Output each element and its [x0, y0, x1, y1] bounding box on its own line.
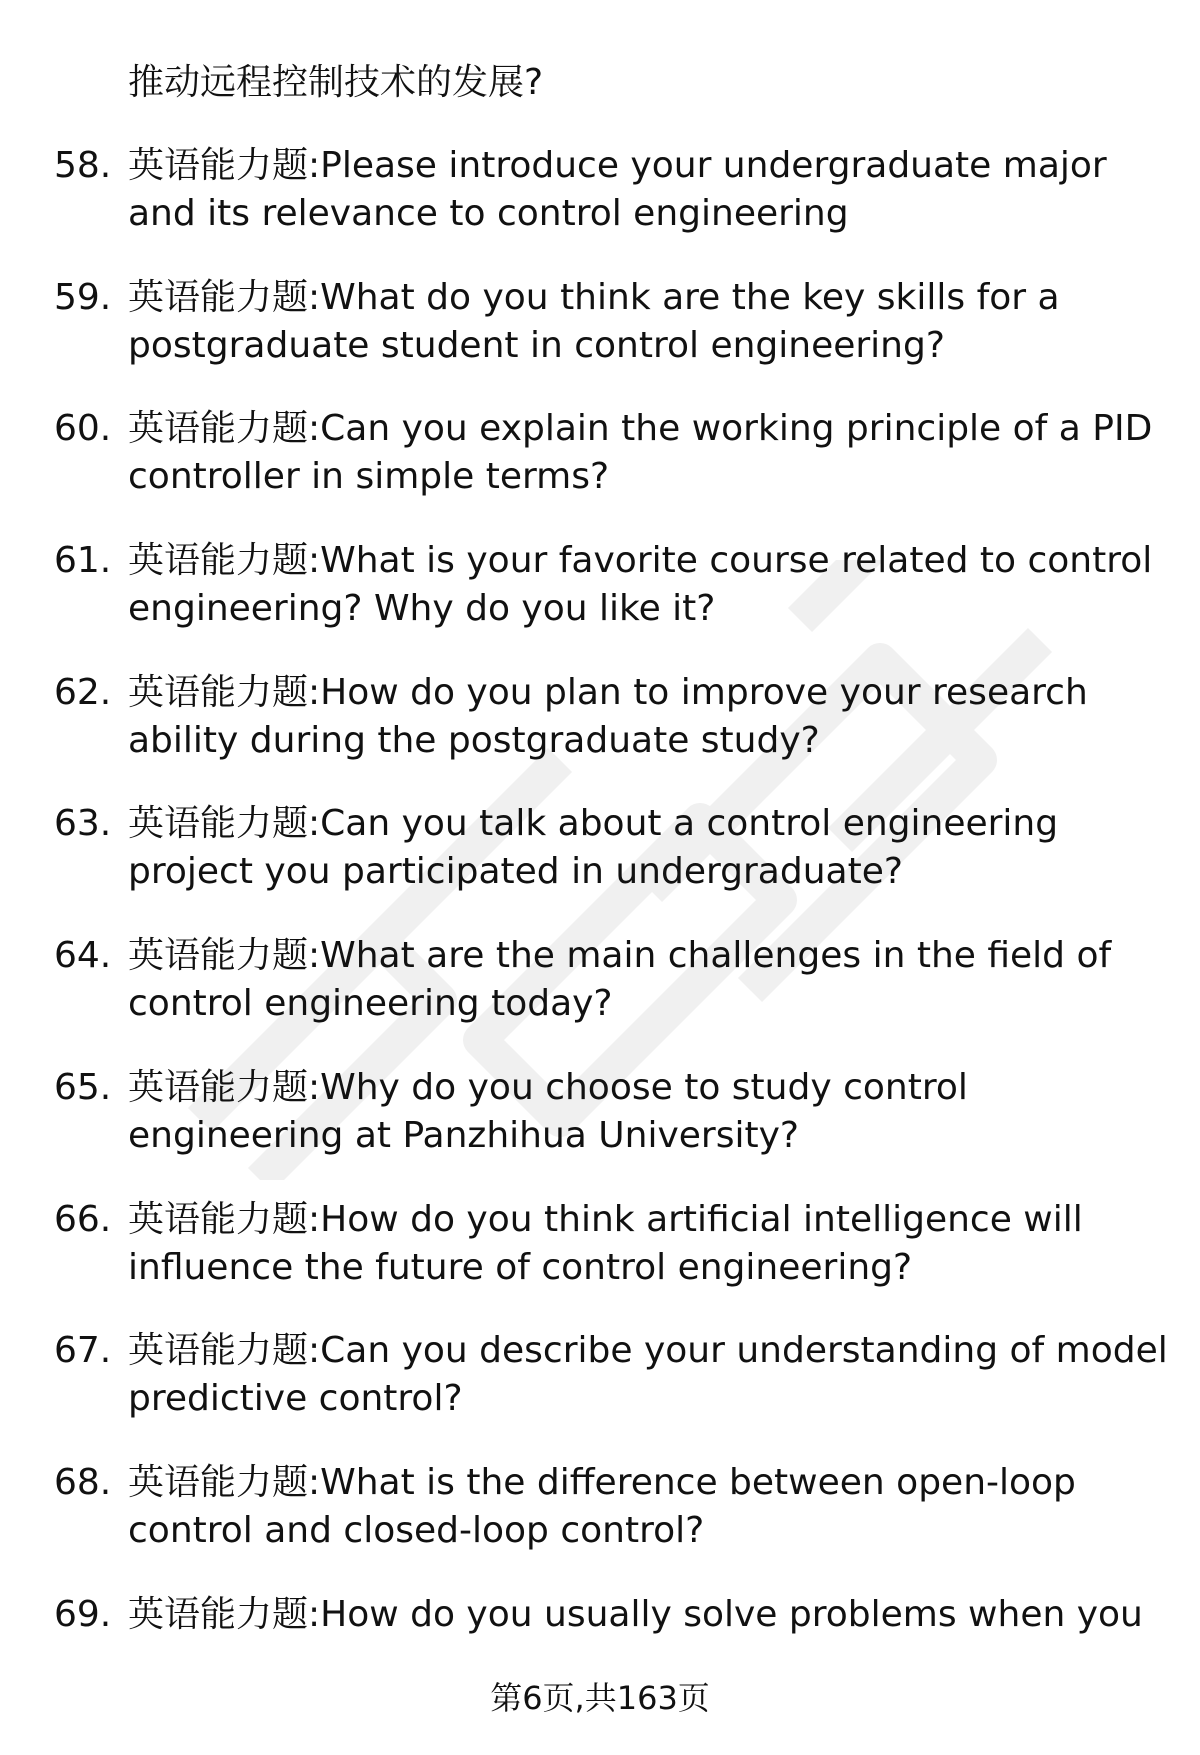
question-number: 59. [54, 276, 112, 318]
question-line-1: 英语能力题:How do you plan to improve your research [128, 671, 1088, 713]
question-number: 66. [54, 1198, 112, 1240]
question-number: 61. [54, 540, 112, 582]
question-line-1: 英语能力题:What do you think are the key skills for a [128, 276, 1060, 318]
question-line-1: 英语能力题:Why do you choose to study control [128, 1066, 968, 1108]
question-number: 65. [54, 1066, 112, 1108]
question-item [0, 405, 1200, 537]
question-line-2: engineering at Panzhihua University? [128, 1114, 799, 1156]
question-number: 69. [54, 1593, 112, 1635]
question-text [128, 800, 1178, 896]
question-line-1: 英语能力题:How do you usually solve problems when you [128, 1593, 1143, 1635]
question-text [128, 1196, 1178, 1292]
question-item [0, 1327, 1200, 1459]
question-number: 68. [54, 1461, 112, 1503]
question-number: 62. [54, 671, 112, 713]
question-number: 67. [54, 1330, 112, 1372]
question-item [0, 142, 1200, 274]
question-text [128, 669, 1178, 765]
question-item [0, 1064, 1200, 1196]
question-line-2: control engineering today? [128, 983, 613, 1025]
question-item [0, 274, 1200, 406]
question-text [128, 1591, 1178, 1639]
continued-question-text: 推动远程控制技术的发展? [128, 62, 544, 103]
page-footer: 第6页,共163页 [490, 1679, 710, 1717]
question-item [0, 800, 1200, 932]
question-line-1: 英语能力题:What is your favorite course related to control [128, 540, 1153, 582]
question-item [0, 1196, 1200, 1328]
question-text [128, 1064, 1178, 1160]
question-text [128, 932, 1178, 1028]
question-text [128, 405, 1178, 501]
question-text [128, 1327, 1178, 1423]
question-line-1: 英语能力题:Please introduce your undergraduate major [128, 145, 1107, 186]
question-line-2: and its relevance to control engineering [128, 193, 849, 234]
question-line-2: ability during the postgraduate study? [128, 719, 820, 761]
question-line-2: control and closed-loop control? [128, 1509, 705, 1551]
question-list [0, 142, 1200, 1722]
question-line-2: predictive control? [128, 1378, 463, 1420]
question-line-1: 英语能力题:Can you explain the working principle of a PID [128, 408, 1153, 450]
question-number: 58. [54, 145, 112, 186]
question-number: 60. [54, 408, 112, 450]
question-line-1: 英语能力题:How do you think artificial intelligence will [128, 1198, 1083, 1240]
question-text [128, 142, 1178, 238]
question-line-2: influence the future of control engineering? [128, 1246, 913, 1288]
question-line-1: 英语能力题:Can you describe your understanding of model [128, 1330, 1168, 1372]
question-line-1: 英语能力题:What are the main challenges in the field of [128, 935, 1112, 977]
question-text [128, 1459, 1178, 1555]
question-item [0, 932, 1200, 1064]
question-item [0, 537, 1200, 669]
question-line-2: postgraduate student in control engineering? [128, 324, 945, 366]
question-number: 63. [54, 803, 112, 845]
question-item [0, 669, 1200, 801]
question-line-2: project you participated in undergraduate? [128, 851, 903, 893]
question-line-2: engineering? Why do you like it? [128, 588, 716, 630]
question-text [128, 274, 1178, 370]
question-number: 64. [54, 935, 112, 977]
question-line-2: controller in simple terms? [128, 456, 610, 498]
question-text [128, 537, 1178, 633]
question-item [0, 1459, 1200, 1591]
question-line-1: 英语能力题:Can you talk about a control engineering [128, 803, 1059, 845]
question-line-1: 英语能力题:What is the difference between open-loop [128, 1461, 1076, 1503]
